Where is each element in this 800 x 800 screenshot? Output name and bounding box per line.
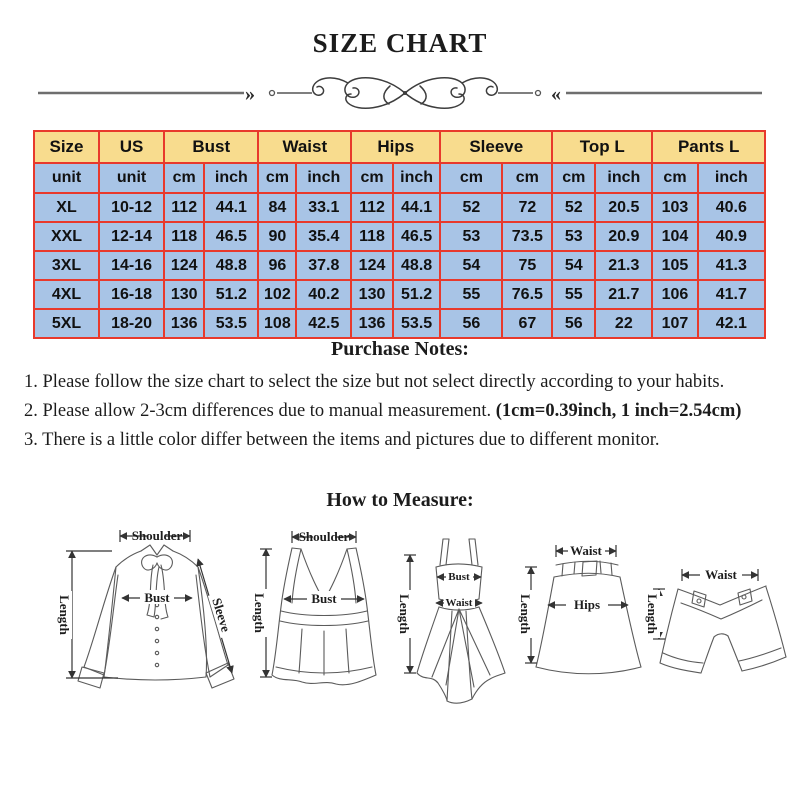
column-group-sleeve: Sleeve xyxy=(440,131,552,163)
value-cell: 40.2 xyxy=(296,280,351,309)
column-group-pants-l: Pants L xyxy=(652,131,765,163)
shorts-waist-label: Waist xyxy=(705,567,737,582)
table-row xyxy=(34,193,765,222)
purchase-note-1: 1. Please follow the size chart to select the size but not select directly according to your habits. xyxy=(24,372,725,392)
size-cell: 5XL xyxy=(34,309,99,338)
dress-diagram xyxy=(397,539,505,703)
column-group-waist: Waist xyxy=(258,131,351,163)
blouse-length-label: Length xyxy=(57,595,72,635)
value-cell: 21.7 xyxy=(595,280,652,309)
unit-cell: cm xyxy=(258,163,296,193)
table-row xyxy=(34,309,765,338)
divider-flourish xyxy=(405,78,497,109)
column-group-us: US xyxy=(99,131,164,163)
value-cell: 14-16 xyxy=(99,251,164,280)
value-cell: 136 xyxy=(164,309,204,338)
blouse-bust-label: Bust xyxy=(144,590,170,605)
column-group-row xyxy=(34,131,765,163)
value-cell: 51.2 xyxy=(204,280,258,309)
unit-cell: inch xyxy=(204,163,258,193)
value-cell: 54 xyxy=(440,251,502,280)
value-cell: 10-12 xyxy=(99,193,164,222)
shorts-length-label: Length xyxy=(645,594,660,634)
value-cell: 53.5 xyxy=(393,309,441,338)
size-cell: 3XL xyxy=(34,251,99,280)
unit-cell: inch xyxy=(296,163,351,193)
value-cell: 124 xyxy=(164,251,204,280)
decorative-divider xyxy=(0,68,800,120)
unit-cell: unit xyxy=(34,163,99,193)
how-to-measure-heading: How to Measure: xyxy=(326,489,474,511)
unit-cell: cm xyxy=(502,163,552,193)
dress-bust-label: Bust xyxy=(448,571,470,583)
unit-row xyxy=(34,163,765,193)
divider-center-dot xyxy=(403,91,407,95)
column-group-bust: Bust xyxy=(164,131,258,163)
value-cell: 130 xyxy=(164,280,204,309)
value-cell: 46.5 xyxy=(204,222,258,251)
skirt-waist-label: Waist xyxy=(570,543,602,558)
size-cell: 4XL xyxy=(34,280,99,309)
value-cell: 12-14 xyxy=(99,222,164,251)
value-cell: 40.6 xyxy=(698,193,765,222)
value-cell: 52 xyxy=(440,193,502,222)
value-cell: 55 xyxy=(552,280,595,309)
value-cell: 90 xyxy=(258,222,296,251)
divider-chevrons-right: « xyxy=(551,83,561,105)
unit-cell: cm xyxy=(652,163,697,193)
unit-cell: unit xyxy=(99,163,164,193)
value-cell: 72 xyxy=(502,193,552,222)
skirt-hips-label: Hips xyxy=(573,597,601,612)
unit-cell: inch xyxy=(393,163,441,193)
unit-cell: cm xyxy=(552,163,595,193)
value-cell: 75 xyxy=(502,251,552,280)
value-cell: 118 xyxy=(164,222,204,251)
value-cell: 22 xyxy=(595,309,652,338)
divider-dot-right xyxy=(536,91,541,96)
value-cell: 51.2 xyxy=(393,280,441,309)
value-cell: 54 xyxy=(552,251,595,280)
table-body xyxy=(34,193,765,338)
unit-cell: cm xyxy=(164,163,204,193)
unit-cell: cm xyxy=(440,163,502,193)
value-cell: 112 xyxy=(164,193,204,222)
value-cell: 42.1 xyxy=(698,309,765,338)
value-cell: 55 xyxy=(440,280,502,309)
unit-cell: inch xyxy=(698,163,765,193)
purchase-note-2: 2. Please allow 2-3cm differences due to manual measurement. (1cm=0.39inch, 1 inch=2.54cm) xyxy=(24,401,742,422)
tank-shoulder-label: Shoulder xyxy=(298,529,350,544)
size-cell: XXL xyxy=(34,222,99,251)
table-row xyxy=(34,280,765,309)
purchase-notes-section xyxy=(0,338,800,456)
dress-waist-label: Waist xyxy=(445,597,473,609)
value-cell: 53 xyxy=(440,222,502,251)
purchase-notes-heading: Purchase Notes: xyxy=(331,338,469,360)
divider-chevrons-left: » xyxy=(245,83,255,105)
value-cell: 20.5 xyxy=(595,193,652,222)
value-cell: 41.7 xyxy=(698,280,765,309)
column-group-top-l: Top L xyxy=(552,131,652,163)
value-cell: 53.5 xyxy=(204,309,258,338)
column-group-size: Size xyxy=(34,131,99,163)
value-cell: 18-20 xyxy=(99,309,164,338)
value-cell: 40.9 xyxy=(698,222,765,251)
value-cell: 102 xyxy=(258,280,296,309)
shorts-diagram xyxy=(645,567,786,673)
value-cell: 96 xyxy=(258,251,296,280)
value-cell: 130 xyxy=(351,280,393,309)
tank-top-diagram xyxy=(252,529,376,685)
value-cell: 136 xyxy=(351,309,393,338)
blouse-shoulder-label: Shoulder xyxy=(131,528,183,543)
table-row xyxy=(34,251,765,280)
value-cell: 44.1 xyxy=(393,193,441,222)
value-cell: 41.3 xyxy=(698,251,765,280)
value-cell: 48.8 xyxy=(393,251,441,280)
blouse-sleeve-label: Sleeve xyxy=(209,596,234,634)
tank-length-label: Length xyxy=(252,593,267,633)
value-cell: 44.1 xyxy=(204,193,258,222)
value-cell: 21.3 xyxy=(595,251,652,280)
page-title: SIZE CHART xyxy=(312,28,488,58)
value-cell: 16-18 xyxy=(99,280,164,309)
table-row xyxy=(34,222,765,251)
unit-cell: inch xyxy=(595,163,652,193)
value-cell: 108 xyxy=(258,309,296,338)
value-cell: 37.8 xyxy=(296,251,351,280)
value-cell: 103 xyxy=(652,193,697,222)
purchase-note-3: 3. There is a little color differ between the items and pictures due to different monitor. xyxy=(24,430,660,451)
value-cell: 67 xyxy=(502,309,552,338)
value-cell: 124 xyxy=(351,251,393,280)
value-cell: 42.5 xyxy=(296,309,351,338)
dress-length-label: Length xyxy=(397,594,412,634)
value-cell: 20.9 xyxy=(595,222,652,251)
value-cell: 84 xyxy=(258,193,296,222)
skirt-length-label: Length xyxy=(518,594,533,634)
column-group-hips: Hips xyxy=(351,131,440,163)
value-cell: 56 xyxy=(440,309,502,338)
value-cell: 112 xyxy=(351,193,393,222)
value-cell: 118 xyxy=(351,222,393,251)
size-cell: XL xyxy=(34,193,99,222)
value-cell: 107 xyxy=(652,309,697,338)
value-cell: 104 xyxy=(652,222,697,251)
value-cell: 56 xyxy=(552,309,595,338)
value-cell: 33.1 xyxy=(296,193,351,222)
divider-dot-left xyxy=(270,91,275,96)
value-cell: 48.8 xyxy=(204,251,258,280)
value-cell: 73.5 xyxy=(502,222,552,251)
value-cell: 53 xyxy=(552,222,595,251)
blouse-diagram xyxy=(57,528,235,688)
value-cell: 76.5 xyxy=(502,280,552,309)
value-cell: 52 xyxy=(552,193,595,222)
size-table xyxy=(33,130,766,339)
how-to-measure-diagrams xyxy=(0,515,800,725)
value-cell: 105 xyxy=(652,251,697,280)
value-cell: 46.5 xyxy=(393,222,441,251)
skirt-diagram xyxy=(518,543,641,674)
value-cell: 35.4 xyxy=(296,222,351,251)
unit-cell: cm xyxy=(351,163,393,193)
tank-bust-label: Bust xyxy=(311,591,337,606)
value-cell: 106 xyxy=(652,280,697,309)
